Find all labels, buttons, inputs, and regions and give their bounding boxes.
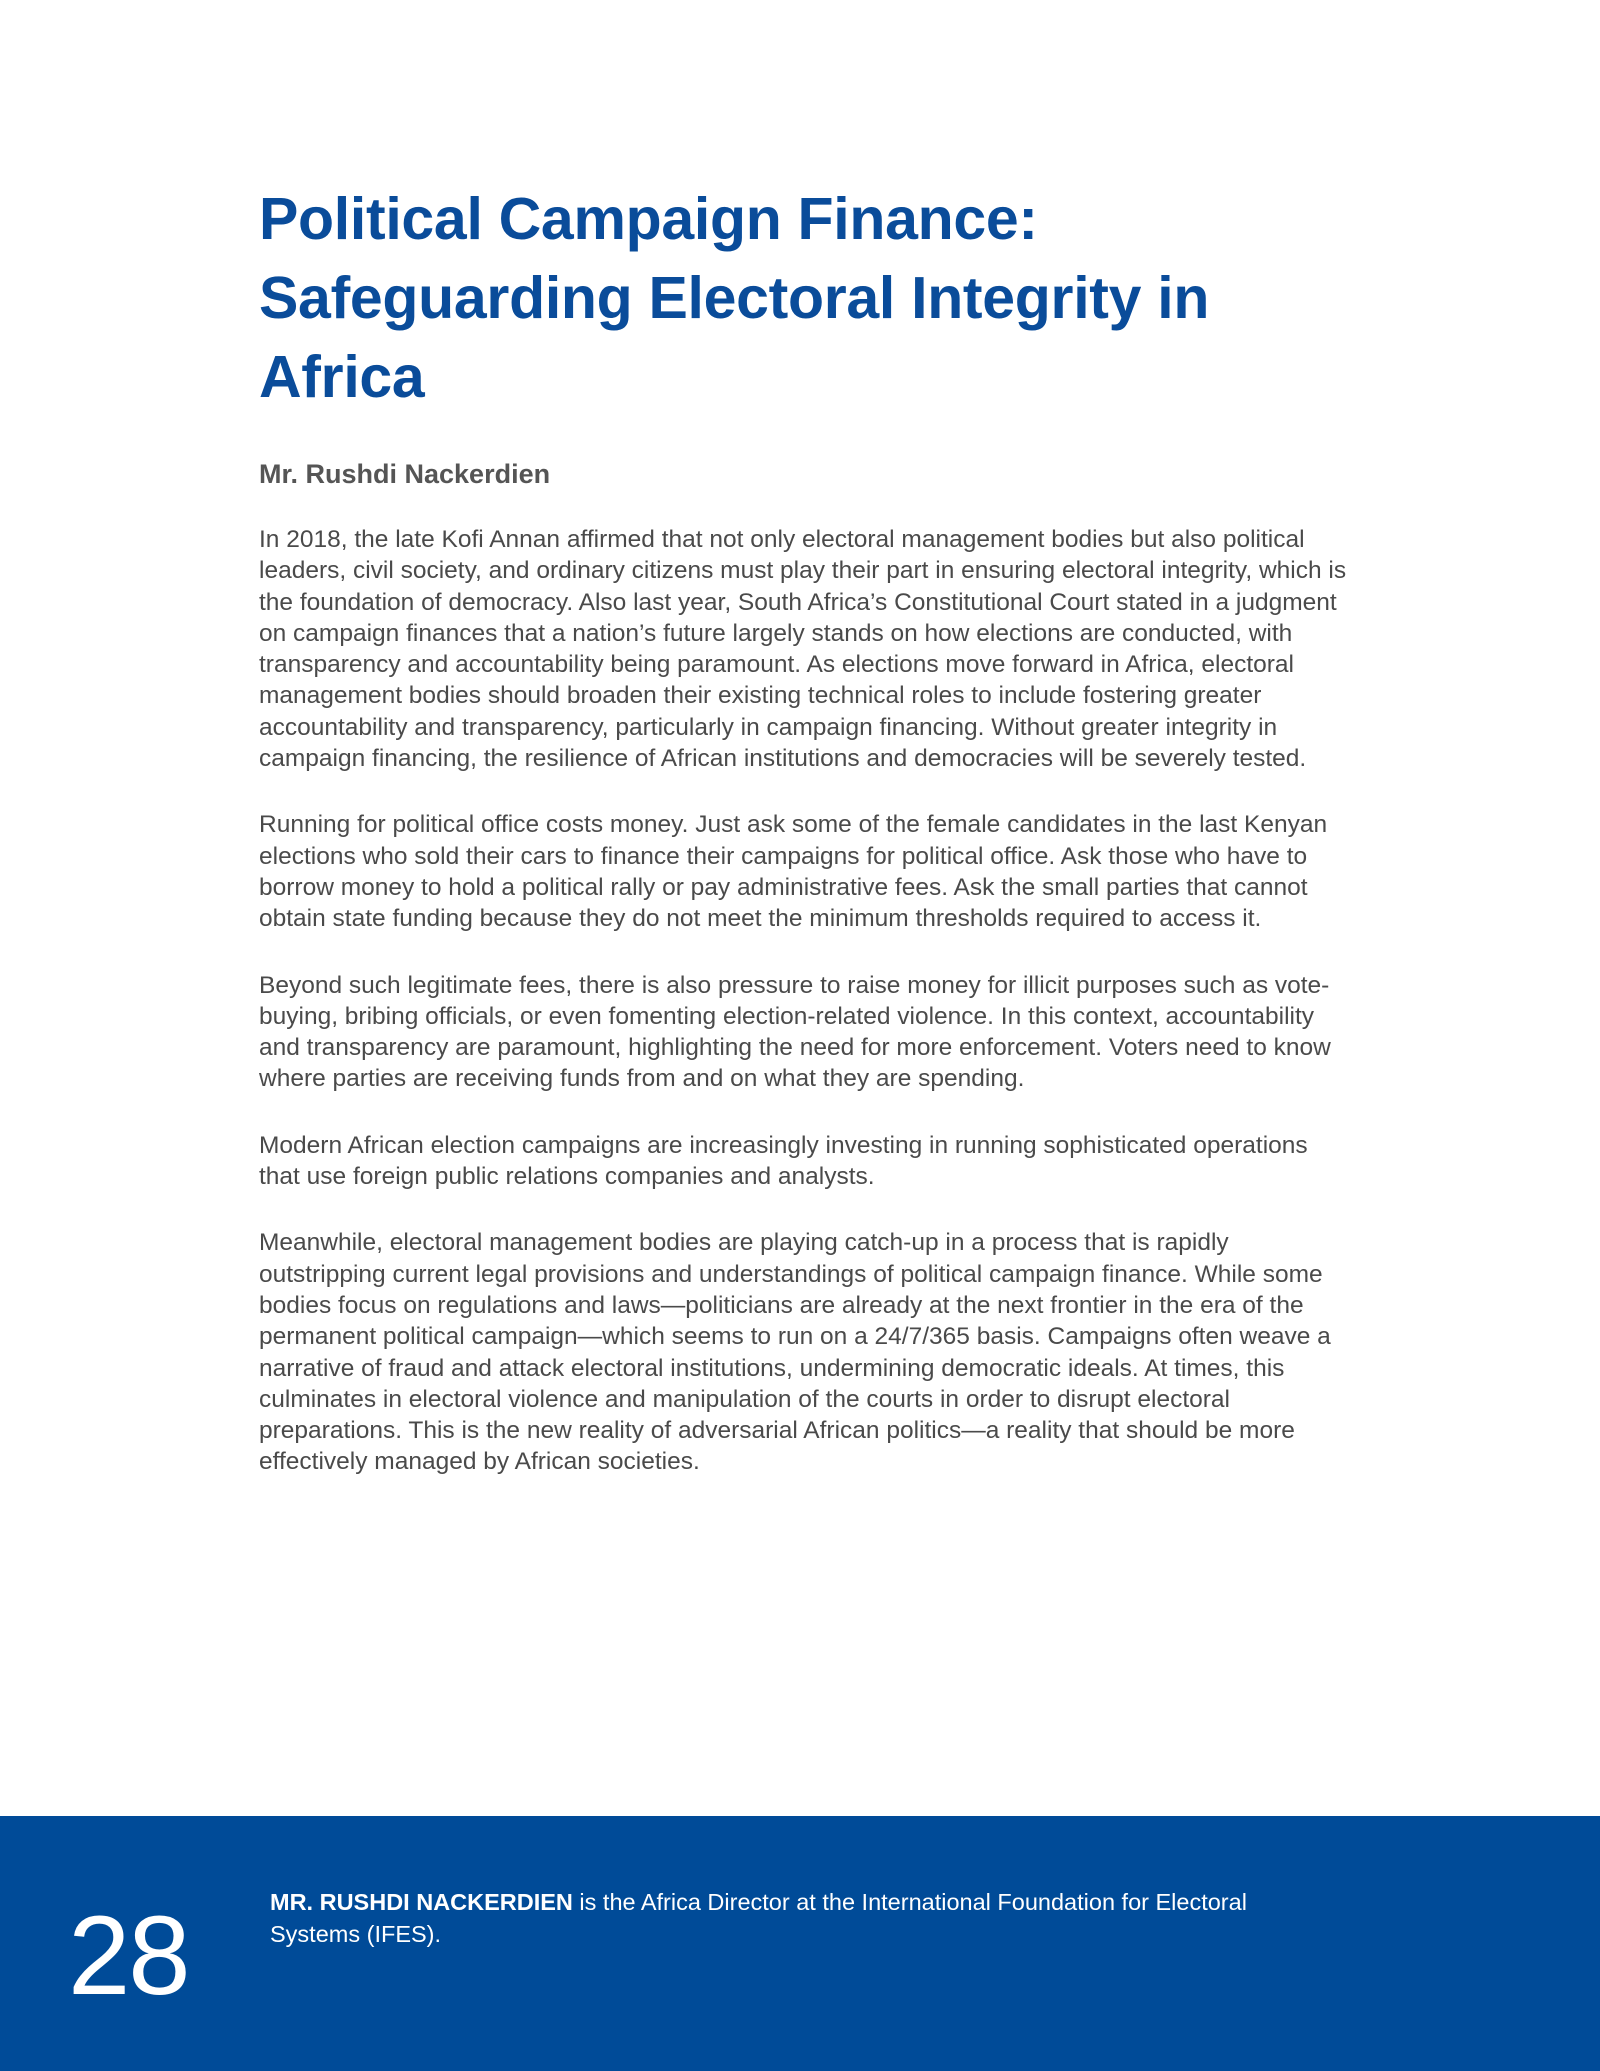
title-line: Safeguarding Electoral Integrity in <box>259 265 1210 331</box>
article-body <box>259 524 1349 1478</box>
footer-band <box>0 1816 1600 2071</box>
title-line: Africa <box>259 344 425 410</box>
article-title <box>259 180 1349 417</box>
body-paragraph: Modern African election campaigns are increasingly investing in running sophisticated operations that use foreign public relations companies and analysts. <box>259 1131 1308 1191</box>
author-bio <box>270 1886 1270 1950</box>
body-paragraph: In 2018, the late Kofi Annan affirmed that not only electoral management bodies but also political leaders, civil society, and ordinary citizens must play their part in ensuring electoral integrity, which is the foundation of democracy. Also last year, South Africa’s Constitutional Court stated in a judgment on campaign finances that a nation’s future largely stands on how elections are conducted, with transparency and accountability being paramount. As elections move forward in Africa, electoral management bodies should broaden their existing technical roles to include fostering greater accountability and transparency, particularly in campaign financing. Without greater integrity in campaign financing, the resilience of African institutions and democracies will be severely tested. <box>259 526 1347 773</box>
page-number: 28 <box>68 1893 189 2018</box>
body-paragraph: Meanwhile, electoral management bodies are playing catch-up in a process that is rapidly outstripping current legal provisions and understandings of political campaign finance. While some bodies focus on regulations and laws—politicians are already at the next frontier in the era of the permanent political campaign—which seems to run on a 24/7/365 basis. Campaigns often weave a narrative of fraud and attack electoral institutions, undermining democratic ideals. At times, this culminates in electoral violence and manipulation of the courts in order to disrupt electoral preparations. This is the new reality of adversarial African politics—a reality that should be more effectively managed by African societies. <box>259 1229 1331 1476</box>
author-byline: Mr. Rushdi Nackerdien <box>259 459 551 489</box>
bio-name: MR. RUSHDI NACKERDIEN <box>270 1889 573 1915</box>
bio-text: is the Africa Director at the International Foundation for Electoral Systems (IFES). <box>270 1889 1247 1947</box>
body-paragraph: Beyond such legitimate fees, there is also pressure to raise money for illicit purposes such as vote-buying, bribing officials, or even fomenting election-related violence. In this context, accountability and transparency are paramount, highlighting the need for more enforcement. Voters need to know where parties are receiving funds from and on what they are spending. <box>259 971 1331 1093</box>
title-line: Political Campaign Finance: <box>259 186 1038 252</box>
article <box>259 180 1349 1513</box>
body-paragraph: Running for political office costs money. Just ask some of the female candidates in the last Kenyan elections who sold their cars to finance their campaigns for political office. Ask those who have to borrow money to hold a political rally or pay administrative fees. Ask the small parties that cannot obtain state funding because they do not meet the minimum thresholds required to access it. <box>259 811 1328 933</box>
